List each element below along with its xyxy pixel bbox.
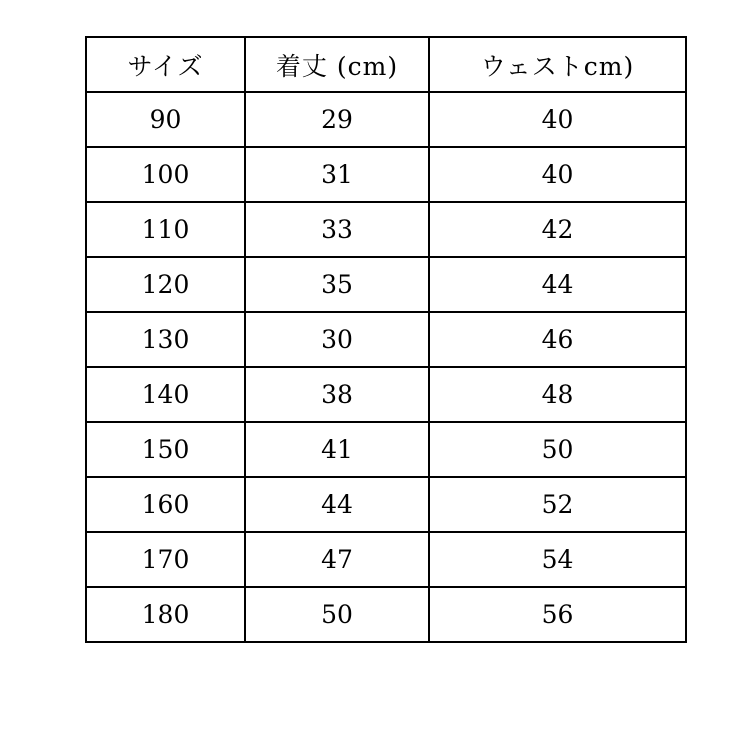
cell-length: 29: [245, 92, 429, 147]
cell-waist: 50: [429, 422, 686, 477]
cell-length: 44: [245, 477, 429, 532]
table-body: [86, 92, 686, 642]
table-row: [86, 477, 686, 532]
header-row: [86, 37, 686, 92]
cell-waist: 48: [429, 367, 686, 422]
size-chart-table: [85, 36, 687, 643]
cell-size: 160: [86, 477, 245, 532]
table-row: [86, 587, 686, 642]
table-row: [86, 367, 686, 422]
cell-length: 38: [245, 367, 429, 422]
cell-length: 50: [245, 587, 429, 642]
table-row: [86, 312, 686, 367]
cell-size: 90: [86, 92, 245, 147]
cell-waist: 54: [429, 532, 686, 587]
cell-waist: 40: [429, 92, 686, 147]
table-header: [86, 37, 686, 92]
cell-waist: 46: [429, 312, 686, 367]
table-row: [86, 147, 686, 202]
cell-length: 33: [245, 202, 429, 257]
cell-waist: 42: [429, 202, 686, 257]
table-row: [86, 202, 686, 257]
cell-length: 41: [245, 422, 429, 477]
header-length: 着丈 (cm): [245, 37, 429, 92]
cell-size: 100: [86, 147, 245, 202]
cell-size: 110: [86, 202, 245, 257]
table-row: [86, 532, 686, 587]
cell-waist: 56: [429, 587, 686, 642]
cell-size: 120: [86, 257, 245, 312]
table-row: [86, 92, 686, 147]
cell-length: 35: [245, 257, 429, 312]
header-size: サイズ: [86, 37, 245, 92]
cell-waist: 44: [429, 257, 686, 312]
cell-size: 130: [86, 312, 245, 367]
cell-waist: 52: [429, 477, 686, 532]
table-row: [86, 257, 686, 312]
cell-length: 30: [245, 312, 429, 367]
cell-length: 31: [245, 147, 429, 202]
table-row: [86, 422, 686, 477]
cell-length: 47: [245, 532, 429, 587]
cell-size: 180: [86, 587, 245, 642]
header-waist: ウェストcm): [429, 37, 686, 92]
cell-waist: 40: [429, 147, 686, 202]
cell-size: 140: [86, 367, 245, 422]
cell-size: 170: [86, 532, 245, 587]
cell-size: 150: [86, 422, 245, 477]
